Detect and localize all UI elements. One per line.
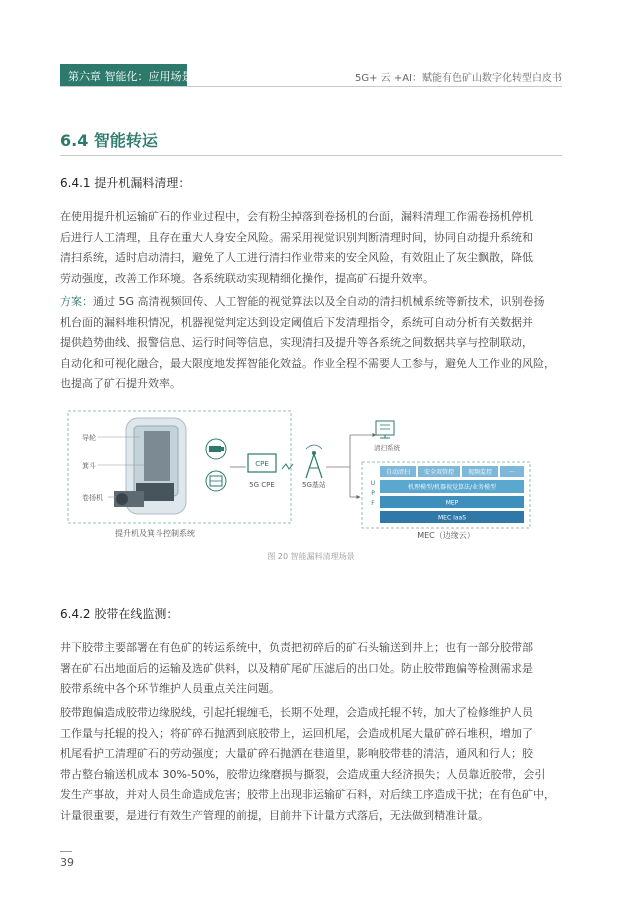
- text-line: 工作量与托辊的投入；将矿碎石抛洒到底胶带上，运回机尾，会造成机尾大量矿碎石堆积，增加了: [60, 726, 533, 740]
- solution-label: 方案：: [60, 295, 93, 308]
- text-line: 署在矿石出地面后的运输及选矿供料，以及精矿尾矿压滤后的出口处。防止胶带跑偏等检测需求是: [60, 661, 533, 675]
- text-line: 自动化和可视化融合，最大限度地发挥智能化效益。作业全程不需要人工参与，避免人工作业的风险，: [60, 356, 555, 370]
- section-title: 6.4 智能转运: [60, 131, 158, 150]
- text-line: 劳动强度，改善工作环境。各系统联动实现精细化操作，提高矿石提升效率。: [60, 271, 434, 285]
- figure-caption: 图 20 智能漏料清理场景: [267, 552, 355, 561]
- base-station-icon: [306, 445, 322, 478]
- text-line: 胶带系统中各个环节维护人员重点关注问题。: [60, 682, 280, 695]
- layer-iaas-label: MEC IaaS: [438, 514, 466, 522]
- text-line: 机台面的漏料堆积情况，机器视觉判定达到设定阈值后下发清理指令，系统可自动分析有关数据并: [60, 315, 533, 329]
- page-number: 39: [60, 856, 74, 869]
- header-divider: [60, 86, 562, 87]
- app-safety-control-label: 安全双管控: [423, 469, 455, 476]
- text-line: 后进行人工清理，且存在重大人身安全风险。需采用视觉识别判断清理时间，协同自动提升系统和: [60, 230, 533, 244]
- subsection-title-belt: 6.4.2 胶带在线监测：: [60, 607, 179, 621]
- text-line: 也提高了矿石提升效率。: [60, 377, 181, 390]
- cpe-box-label: CPE: [255, 460, 269, 468]
- hoist-intro-paragraph: [60, 207, 562, 289]
- text-line: 在使用提升机运输矿石的作业过程中，会有粉尘掉落到卷扬机的台面，漏料清理工作需卷扬机停机: [60, 210, 533, 223]
- text-line: 带占整台输送机成本 30%-50%，胶带边缘磨损与撕裂，会造成重大经济损失；人员靠近胶带，会引: [60, 767, 546, 781]
- layer-model-label: 机理模型/机器视觉算法/业务模型: [407, 484, 497, 491]
- hoist-system-caption: 提升机及箕斗控制系统: [115, 529, 195, 538]
- text-line: 提供趋势曲线、报警信息、运行时间等信息，实现清扫及提升等各系统之间数据共享与控制联动，: [60, 336, 533, 349]
- monitor-icon: [376, 421, 394, 438]
- text-line: [60, 292, 562, 313]
- chapter-title: 第六章 智能化：应用场景: [68, 70, 193, 83]
- skip-label: 箕斗: [82, 462, 96, 470]
- cpe-label: 5G CPE: [249, 481, 275, 489]
- hoist-label: 卷扬机: [82, 494, 103, 502]
- text-line: 清扫系统，适时启动清扫，避免了人工进行清扫作业带来的安全风险，有效阻止了灰尘飘散，降低: [60, 251, 533, 264]
- text-line: 机尾看护工清理矿石的劳动强度；大量矿碎石抛洒在巷道里，影响胶带巷的清洁，通风和行人；胶: [60, 747, 533, 760]
- cpe-device-icon: [248, 454, 276, 472]
- hoist-machine-icon: [114, 418, 186, 514]
- base-station-label: 5G基站: [302, 481, 326, 489]
- belt-detail-paragraph: [60, 703, 562, 826]
- app-auto-clean-label: 自动清扫: [385, 469, 411, 476]
- hoist-solution-paragraph: [60, 292, 562, 395]
- upf-letter: F: [371, 500, 375, 507]
- book-title: 5G+ 云 +AI：赋能有色矿山数字化转型白皮书: [354, 73, 562, 84]
- leakage-cleanup-diagram: [60, 405, 562, 547]
- layer-mep-label: MEP: [445, 499, 459, 507]
- upf-letter: P: [371, 490, 375, 497]
- text-line: 发生产事故，并对人员生命造成危害；胶带上出现非运输矿石料，对后续工序造成干扰；在有色矿中，: [60, 788, 555, 801]
- section-divider: [60, 155, 562, 156]
- app-video-monitor-label: 视频监控: [467, 469, 493, 476]
- mec-caption: MEC（边缘云）: [417, 531, 475, 540]
- control-cabinet-icon: [206, 471, 226, 491]
- solution-first-line: 通过 5G 高清视频回传、人工智能的视觉算法以及全自动的清扫机械系统等新技术，识别卷扬: [93, 295, 545, 308]
- belt-intro-paragraph: [60, 638, 562, 700]
- footer-rule: [60, 851, 72, 852]
- text-line: 井下胶带主要部署在有色矿的转运系统中，负责把初碎后的矿石头输送到井上；也有一部分胶带部: [60, 641, 533, 654]
- pulley-label: 导轮: [82, 434, 96, 442]
- subsection-title-hoist: 6.4.1 提升机漏料清理：: [60, 176, 191, 190]
- text-line: 计量很重要，是进行有效生产管理的前提，目前井下计量方式落后，无法做到精准计量。: [60, 808, 489, 822]
- app-more-label: ···: [509, 469, 515, 476]
- monitor-label: 清扫系统: [374, 444, 400, 452]
- camera-icon: [206, 439, 226, 459]
- text-line: 胶带跑偏造成胶带边缘脱线，引起托辊缠毛，长期不处理，会造成托辊不转，加大了检修维护人员: [60, 706, 533, 719]
- upf-letter: U: [370, 480, 376, 487]
